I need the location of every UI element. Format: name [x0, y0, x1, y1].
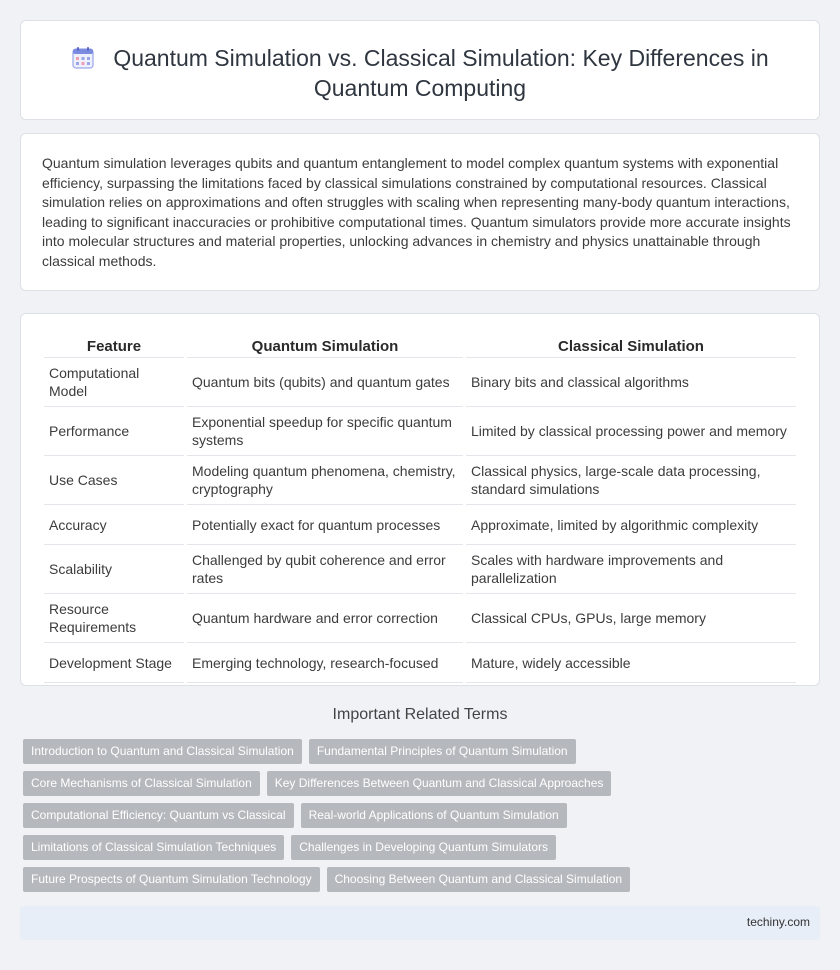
related-term-tag[interactable]: Computational Efficiency: Quantum vs Classical: [23, 803, 294, 828]
row-quantum: Quantum hardware and error correction: [187, 594, 463, 643]
row-feature: Use Cases: [44, 456, 184, 505]
row-classical: Binary bits and classical algorithms: [466, 358, 796, 407]
related-terms-row: [23, 867, 637, 892]
table-row: [44, 358, 796, 407]
summary-card: [20, 133, 820, 291]
comparison-table: [41, 333, 799, 683]
related-term-tag[interactable]: Limitations of Classical Simulation Techniques: [23, 835, 284, 860]
related-terms-row: [23, 835, 563, 860]
row-feature: Performance: [44, 407, 184, 456]
header-feature: Feature: [44, 333, 184, 358]
row-quantum: Quantum bits (qubits) and quantum gates: [187, 358, 463, 407]
row-feature: Resource Requirements: [44, 594, 184, 643]
row-classical: Limited by classical processing power and memory: [466, 407, 796, 456]
table-row: [44, 456, 796, 505]
row-quantum: Challenged by qubit coherence and error rates: [187, 545, 463, 594]
row-quantum: Emerging technology, research-focused: [187, 643, 463, 683]
comparison-table-card: [20, 313, 820, 686]
related-terms-row: [23, 771, 618, 796]
page-title-wrap: [21, 43, 819, 103]
row-quantum: Modeling quantum phenomena, chemistry, cryptography: [187, 456, 463, 505]
page-title: Quantum Simulation vs. Classical Simulation: Key Differences in Quantum Computing: [113, 45, 769, 101]
related-term-tag[interactable]: Future Prospects of Quantum Simulation Technology: [23, 867, 320, 892]
table-row: [44, 545, 796, 594]
header-quantum: Quantum Simulation: [187, 333, 463, 358]
header-classical: Classical Simulation: [466, 333, 796, 358]
calendar-icon: [71, 46, 95, 70]
row-classical: Classical physics, large-scale data processing, standard simulations: [466, 456, 796, 505]
title-card: [20, 20, 820, 120]
related-term-tag[interactable]: Fundamental Principles of Quantum Simulation: [309, 739, 576, 764]
row-classical: Mature, widely accessible: [466, 643, 796, 683]
footer-site-link[interactable]: techiny.com: [746, 915, 810, 929]
related-term-tag[interactable]: Introduction to Quantum and Classical Simulation: [23, 739, 302, 764]
row-feature: Computational Model: [44, 358, 184, 407]
row-quantum: Potentially exact for quantum processes: [187, 505, 463, 545]
row-classical: Scales with hardware improvements and parallelization: [466, 545, 796, 594]
related-term-tag[interactable]: Challenges in Developing Quantum Simulators: [291, 835, 556, 860]
summary-text: Quantum simulation leverages qubits and quantum entanglement to model complex quantum systems with exponential efficiency, surpassing the limitations faced by classical simulations constrained by computational resources. Classical simulation relies on approximations and often struggles with scaling when representing many-body quantum interactions, leading to significant inaccuracies or prohibitive computational times. Quantum simulators provide more accurate insights into molecular structures and material properties, unlocking advances in chemistry and physics unattainable through classical methods.: [42, 155, 791, 269]
row-classical: Approximate, limited by algorithmic complexity: [466, 505, 796, 545]
row-quantum: Exponential speedup for specific quantum systems: [187, 407, 463, 456]
table-row: [44, 505, 796, 545]
footer: [20, 906, 820, 940]
table-row: [44, 407, 796, 456]
row-feature: Development Stage: [44, 643, 184, 683]
related-term-tag[interactable]: Choosing Between Quantum and Classical Simulation: [327, 867, 631, 892]
related-terms-heading: Important Related Terms: [332, 706, 508, 723]
related-terms-row: [23, 803, 574, 828]
table-row: [44, 594, 796, 643]
table-row: [44, 643, 796, 683]
table-header-row: [44, 333, 796, 358]
row-classical: Classical CPUs, GPUs, large memory: [466, 594, 796, 643]
row-feature: Scalability: [44, 545, 184, 594]
related-term-tag[interactable]: Real-world Applications of Quantum Simulation: [301, 803, 567, 828]
row-feature: Accuracy: [44, 505, 184, 545]
related-term-tag[interactable]: Key Differences Between Quantum and Classical Approaches: [267, 771, 612, 796]
related-terms-row: [23, 739, 583, 764]
related-term-tag[interactable]: Core Mechanisms of Classical Simulation: [23, 771, 260, 796]
